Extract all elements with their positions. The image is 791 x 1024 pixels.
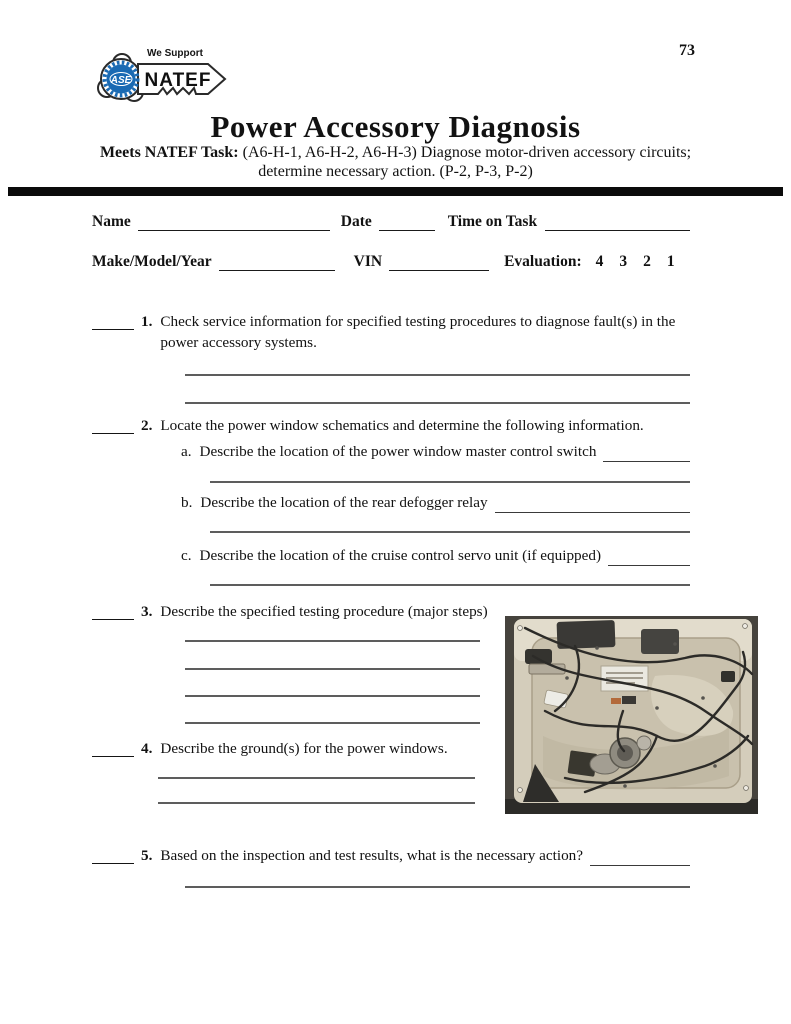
- evaluation-score-1[interactable]: 1: [666, 253, 675, 270]
- info-row-1: [92, 212, 690, 231]
- subtask-c-field[interactable]: [608, 550, 690, 566]
- answer-line[interactable]: [185, 668, 480, 670]
- task-5-grade-blank[interactable]: [92, 847, 134, 864]
- subtask-b-field[interactable]: [495, 497, 690, 513]
- make-model-year-label: Make/Model/Year: [92, 253, 212, 270]
- meets-natef-task-label: Meets NATEF Task:: [99, 144, 239, 161]
- task-1-grade-blank[interactable]: [92, 313, 134, 330]
- evaluation-score-4[interactable]: 4: [595, 253, 604, 270]
- subtask-a-letter: a.: [181, 443, 192, 460]
- task-5-text: Based on the inspection and test results, what is the necessary action?: [160, 847, 583, 864]
- task-4-number: 4.: [141, 740, 153, 757]
- subtask-row-b: [181, 493, 690, 513]
- answer-line[interactable]: [210, 481, 690, 483]
- task-row-5: [92, 845, 690, 866]
- task-4-grade-blank[interactable]: [92, 740, 134, 757]
- make-model-year-field[interactable]: [219, 254, 335, 271]
- ase-badge-text: ASE: [110, 75, 132, 86]
- logo-we-support-text: We Support: [147, 48, 203, 59]
- subtask-c-letter: c.: [181, 547, 192, 564]
- natef-task-line-2: determine necessary action. (P-2, P-3, P-2): [258, 163, 533, 180]
- task-row-1: [92, 311, 717, 353]
- answer-line[interactable]: [185, 374, 690, 376]
- evaluation-score-3[interactable]: 3: [619, 253, 628, 270]
- page-number: 73: [679, 42, 695, 59]
- info-row-2: [92, 252, 694, 271]
- subtask-c-text: Describe the location of the cruise control servo unit (if equipped): [199, 547, 602, 564]
- task-row-3: [92, 601, 512, 622]
- answer-line[interactable]: [185, 402, 690, 404]
- door-panel-wiring-photo: [505, 616, 758, 814]
- natef-task-line-1: [0, 144, 791, 162]
- divider-bar: [8, 187, 783, 196]
- task-row-2: [92, 415, 717, 436]
- task-4-text: Describe the ground(s) for the power windows.: [160, 740, 448, 757]
- subtask-b-text: Describe the location of the rear defogger relay: [200, 494, 488, 511]
- answer-line[interactable]: [158, 802, 475, 804]
- task-5-field[interactable]: [590, 850, 690, 866]
- vin-label: VIN: [353, 253, 383, 270]
- vin-field[interactable]: [389, 254, 489, 271]
- name-label: Name: [92, 213, 131, 230]
- task-3-text: Describe the specified testing procedure (major steps): [160, 603, 488, 620]
- subtask-a-field[interactable]: [603, 446, 690, 462]
- date-field[interactable]: [379, 214, 435, 231]
- name-field[interactable]: [138, 214, 330, 231]
- task-2-grade-blank[interactable]: [92, 417, 134, 434]
- subtask-row-a: [181, 442, 690, 462]
- time-on-task-label: Time on Task: [447, 213, 538, 230]
- task-5-number: 5.: [141, 847, 153, 864]
- natef-task-codes: (A6-H-1, A6-H-2, A6-H-3) Diagnose motor-driven accessory circuits;: [242, 144, 692, 161]
- page-title: Power Accessory Diagnosis: [210, 109, 581, 144]
- date-label: Date: [340, 213, 372, 230]
- evaluation-score-2[interactable]: 2: [643, 253, 651, 270]
- task-3-grade-blank[interactable]: [92, 603, 134, 620]
- answer-line[interactable]: [158, 777, 475, 779]
- answer-line[interactable]: [185, 886, 690, 888]
- task-2-number: 2.: [141, 417, 153, 434]
- evaluation-label: Evaluation:: [504, 253, 582, 270]
- answer-line[interactable]: [185, 695, 480, 697]
- time-on-task-field[interactable]: [545, 214, 690, 231]
- answer-line[interactable]: [185, 640, 480, 642]
- logo-natef-text: NATEF: [144, 70, 212, 91]
- subtask-b-letter: b.: [181, 494, 193, 511]
- task-row-4: [92, 738, 512, 759]
- subtask-row-c: [181, 546, 690, 566]
- task-1-number: 1.: [141, 313, 153, 330]
- task-2-text: Locate the power window schematics and determine the following information.: [160, 417, 644, 434]
- answer-line[interactable]: [185, 722, 480, 724]
- answer-line[interactable]: [210, 584, 690, 586]
- task-3-number: 3.: [141, 603, 153, 620]
- natef-logo: [92, 39, 228, 105]
- answer-line[interactable]: [210, 531, 690, 533]
- task-1-text: Check service information for specified testing procedures to diagnose fault(s) in the power accessory systems.: [160, 313, 676, 351]
- subtask-a-text: Describe the location of the power window master control switch: [199, 443, 597, 460]
